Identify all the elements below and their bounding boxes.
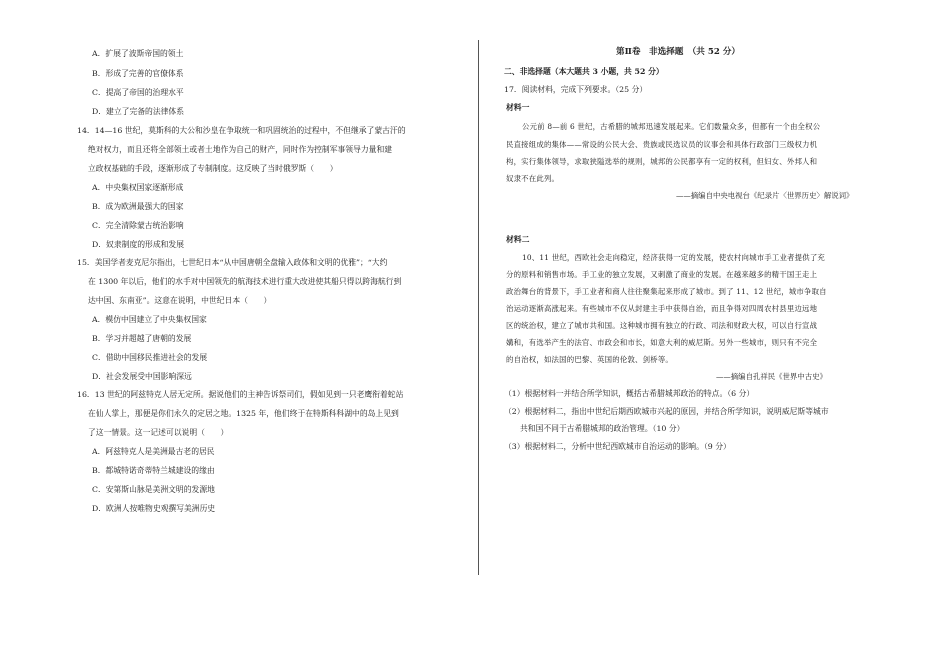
material-1-title: 材料一 xyxy=(506,103,530,112)
material-2-line: 10、11 世纪，西欧社会走向稳定，经济获得一定的发展，使农村向城市手工业者提供了充 xyxy=(522,253,826,262)
material-2-line: 分的原料和销售市场。手工业的独立发展，又刺激了商业的发展。在越来越多的精干国王走上 xyxy=(506,270,818,279)
column-divider xyxy=(478,40,479,575)
material-1-line: 公元前 8—前 6 世纪，古希腊的城邦迅速发展起来。它们数量众多，但都有一个由全权公 xyxy=(522,122,821,131)
requirement-3: （3）根据材料二，分析中世纪西欧城市自治运动的影响。（9 分） xyxy=(504,442,731,451)
q16-option-a: A．阿兹特克人是美洲最古老的居民 xyxy=(92,447,215,456)
q14-option-b: B．成为欧洲最强大的国家 xyxy=(92,202,184,211)
material-1-source: ——摘编自中央电视台《纪录片〈世界历史〉解说词》 xyxy=(676,191,854,200)
material-2-title: 材料二 xyxy=(506,235,530,244)
q16-option-c: C．安第斯山脉是美洲文明的发源地 xyxy=(92,485,215,494)
q15-option-d: D．社会发展受中国影响深远 xyxy=(92,372,192,381)
q13-option-c: C．提高了帝国的治理水平 xyxy=(92,88,184,97)
q13-option-a: A．扩展了波斯帝国的领土 xyxy=(92,49,184,58)
q13-option-d: D．建立了完备的法律体系 xyxy=(92,107,185,116)
q15-option-a: A．模仿中国建立了中央集权国家 xyxy=(92,315,207,324)
q13-option-b: B．形成了完善的官僚体系 xyxy=(92,69,184,78)
requirement-2: （2）根据材料二，指出中世纪后期西欧城市兴起的原因，并结合所学知识，说明威尼斯等城市 xyxy=(504,407,829,416)
q14-text-line: 绝对权力，而且还将全部领土或者土地作为自己的财产，同时作为控制军事领导力量和建 xyxy=(88,145,393,154)
q16-text-line: 了这一情景。这一记述可以说明（ ） xyxy=(88,428,229,437)
q16-text-line: 在仙人掌上，那便是你们永久的定居之地。1325 年，他们终于在特斯科科湖中的岛上见到 xyxy=(88,409,399,418)
material-2-line: 治运动逐渐高涨起来。有些城市不仅从封建主手中获得自治，而且争得对四周农村县里边远地 xyxy=(506,304,818,313)
q14-text-line: 14．14—16 世纪，莫斯科的大公和沙皇在争取统一和巩固统治的过程中，不但继承了蒙古汗的 xyxy=(77,126,406,135)
material-2-line: 区的统治权，建立了城市共和国。这种城市拥有独立的行政、司法和财政大权，可以自行宣战 xyxy=(506,321,818,330)
q15-text-line: 15．美国学者麦克尼尔指出，七世纪日本“从中国唐朝全盘输入政体和文明的优雅”；“大约 xyxy=(77,258,388,267)
requirement-2-cont: 共和国不同于古希腊城邦的政治管理。（10 分） xyxy=(520,424,685,433)
section-subtitle: 二、非选择题（本大题共 3 小题，共 52 分） xyxy=(504,67,664,76)
q15-text-line: 达中国、东南亚”。这意在说明，中世纪日本（ ） xyxy=(88,296,272,305)
q14-text-line: 立政权基础的手段，逐渐形成了专制制度。这反映了当时俄罗斯（ ） xyxy=(88,164,338,173)
material-2-line: 媾和，有选举产生的法官、市政会和市长，如意大利的威尼斯。另外一些城市，则只有不完全 xyxy=(506,338,818,347)
q15-option-b: B．学习并超越了唐朝的发展 xyxy=(92,334,192,343)
material-2-line: 政治舞台的背景下，手工业者和商人往往聚集起来形成了城市。到了 11、12 世纪，城市争取自 xyxy=(506,287,827,296)
q14-option-a: A．中央集权国家逐渐形成 xyxy=(92,183,184,192)
material-1-line: 奴隶不在此列。 xyxy=(506,174,560,183)
q16-option-d: D．欧洲人按唯物史观撰写美洲历史 xyxy=(92,504,216,513)
material-1-line: 民直接组成的集体——常设的公民大会、贵族或民选议员的议事会和具体行政部门三级权力机 xyxy=(506,140,818,149)
q16-option-b: B．都城特诺奇蒂特兰城建设的缘由 xyxy=(92,466,215,475)
q15-option-c: C．借助中国移民推进社会的发展 xyxy=(92,353,208,362)
requirement-1: （1）根据材料一并结合所学知识，概括古希腊城邦政治的特点。（6 分） xyxy=(504,389,755,398)
q16-text-line: 16．13 世纪的阿兹特克人居无定所。据说他们的主神告诉祭司们，假如见到一只老鹰衔着蛇站 xyxy=(77,390,404,399)
q14-option-c: C．完全清除蒙古统治影响 xyxy=(92,221,184,230)
q15-text-line: 在 1300 年以后，他们的水手对中国领先的航海技术进行重大改进使其船只得以跨海航行到 xyxy=(88,277,402,286)
material-2-line: 的自治权，如法国的巴黎、英国的伦敦、剑桥等。 xyxy=(506,355,673,364)
material-2-source: ——摘编自孔祥民《世界中古史》 xyxy=(716,372,827,381)
q14-option-d: D．奴隶制度的形成和发展 xyxy=(92,240,185,249)
q17-intro: 17．阅读材料，完成下列要求。（25 分） xyxy=(504,85,648,94)
section-title: 第Ⅱ卷 非选择题 （共 52 分） xyxy=(616,47,741,57)
material-1-line: 构，实行集体领导，求取狭隘选举的规则，城邦的公民都享有一定的权利，但妇女、外邦人和 xyxy=(506,157,818,166)
